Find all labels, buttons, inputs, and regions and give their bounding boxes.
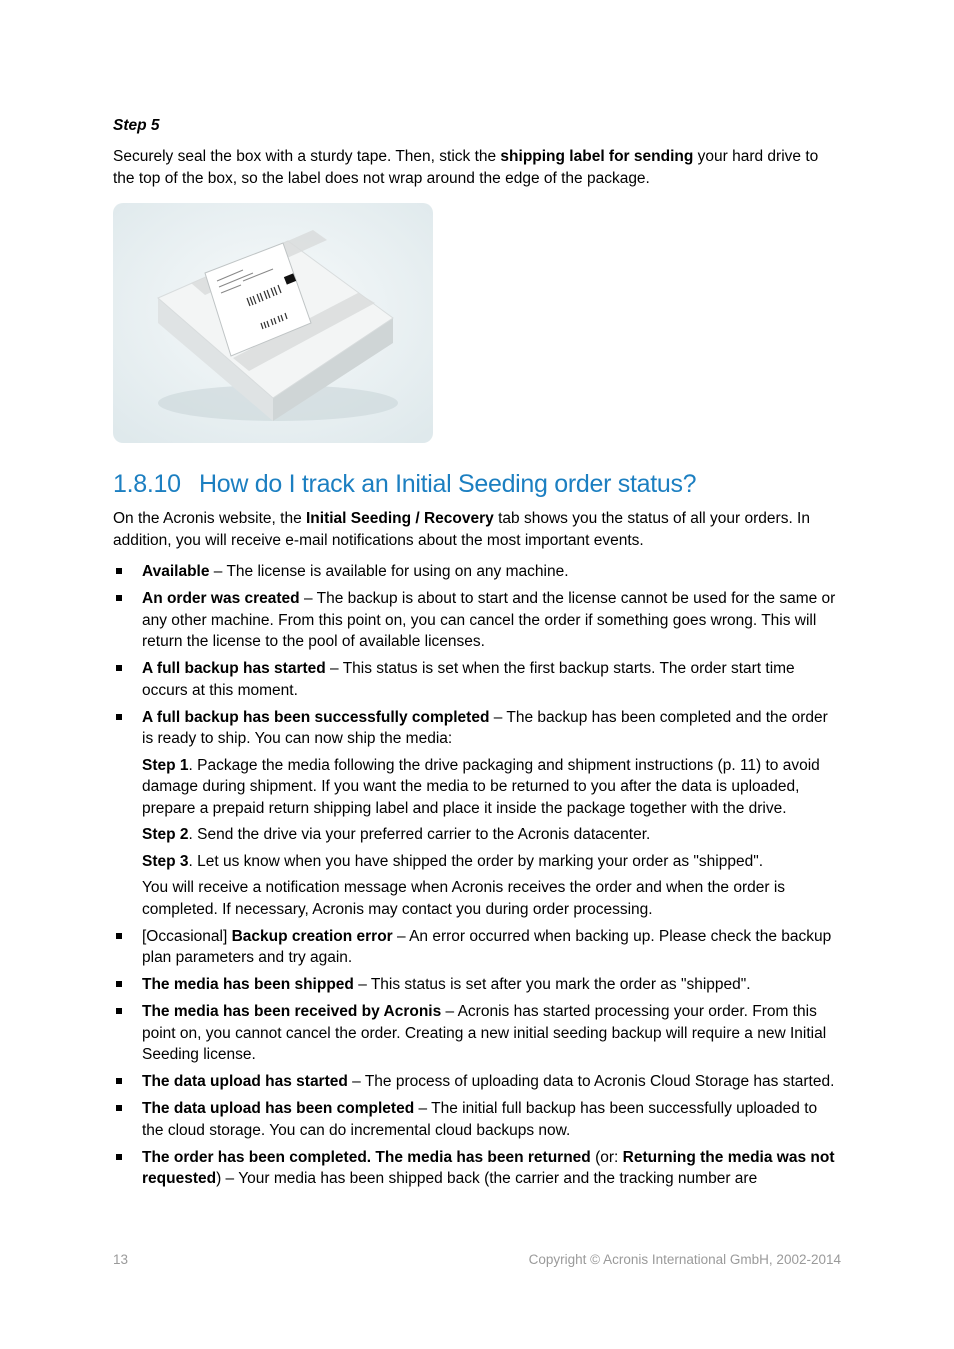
bullet-icon [116, 1008, 122, 1014]
text: your hard drive to the top of the box, so the label does not wrap around the edge of the package. [113, 148, 819, 187]
status-name: The data upload has started [142, 1073, 348, 1090]
bullet-icon [116, 595, 122, 601]
status-alt-name: Returning the media was not requested [142, 1148, 835, 1187]
list-item [113, 1098, 841, 1141]
bullet-icon [116, 933, 122, 939]
status-description: – The backup has been completed and the order is ready to ship. You can now ship the media: [142, 708, 828, 747]
status-name: A full backup has started [142, 660, 326, 677]
text: tab shows you the status of all your orders. In addition, you will receive e-mail notifications about the most important events. [113, 510, 810, 549]
section-number: 1.8.10 [113, 470, 181, 498]
substep-note [142, 877, 841, 920]
list-item [113, 1001, 841, 1066]
bullet-icon [116, 1154, 122, 1160]
status-description: – This status is set when the first backup starts. The order start time occurs at this moment. [142, 660, 795, 699]
status-description: – An error occurred when backing up. Please check the backup plan parameters and try again. [142, 927, 832, 966]
status-name: An order was created [142, 590, 300, 607]
copyright: Copyright © Acronis International GmbH, 2002-2014 [528, 1252, 841, 1267]
status-description: – This status is set after you mark the order as "shipped". [353, 976, 751, 993]
substep [142, 851, 841, 873]
text: Securely seal the box with a sturdy tape. Then, stick the [113, 148, 501, 165]
intro-paragraph [113, 508, 841, 551]
list-item [113, 588, 841, 653]
page-number: 13 [113, 1252, 129, 1267]
substep-text: . Package the media following the drive packaging and shipment instructions (p. 11) to avoid damage during shipment. If you want the media to be returned to you after the data is uploaded, prepare a prepaid return shipping label and place it inside the package together with the drive. [142, 756, 820, 817]
status-name: The media has been shipped [142, 976, 354, 993]
status-name: The order has been completed. The media has been returned [142, 1148, 591, 1166]
bullet-icon [116, 1078, 122, 1084]
status-prefix: [Occasional] [142, 927, 232, 945]
substep-text: . Let us know when you have shipped the order by marking your order as "shipped". [188, 852, 764, 870]
list-item [113, 974, 841, 996]
list-item [113, 561, 841, 583]
status-description: – The process of uploading data to Acronis Cloud Storage has started. [347, 1073, 835, 1090]
status-description: – The backup is about to start and the license cannot be used for the same or any other machine. From this point on, you can cancel the order if something goes wrong. This will return the license to the pool of available licenses. [142, 590, 836, 650]
status-name: Available [142, 563, 210, 580]
substep-text: You will receive a notification message when Acronis receives the order and when the order is completed. If necessary, Acronis may contact you during order processing. [142, 879, 786, 918]
status-description: – The initial full backup has been successfully uploaded to the cloud storage. You can do incremental cloud backups now. [142, 1100, 818, 1139]
step-5-title: Step 5 [113, 117, 160, 134]
list-item [113, 926, 841, 969]
status-name: Backup creation error [231, 927, 393, 945]
text: On the Acronis website, the [113, 510, 306, 527]
list-item [113, 1147, 841, 1190]
status-mid-text: (or: [590, 1148, 623, 1166]
status-name: A full backup has been successfully completed [142, 708, 490, 726]
bullet-icon [116, 981, 122, 987]
box-illustration [113, 203, 433, 443]
status-description: – Acronis has started processing your order. From this point on, you cannot cancel the order. Creating a new initial seeding backup will require a new Initial Seeding license. [142, 1003, 827, 1063]
substep-label: Step 3 [142, 852, 189, 870]
bullet-icon [116, 665, 122, 671]
list-item [113, 1071, 841, 1093]
list-item [113, 658, 841, 701]
bold-text: shipping label for sending [500, 148, 694, 165]
substep-label: Step 1 [142, 756, 189, 774]
bold-text: Initial Seeding / Recovery [306, 510, 494, 527]
substep-label: Step 2 [142, 826, 189, 843]
status-description: ) – Your media has been shipped back (the carrier and the tracking number are [216, 1170, 758, 1187]
section-title: How do I track an Initial Seeding order status? [199, 470, 697, 498]
list-item [113, 707, 841, 921]
status-list [113, 561, 841, 1195]
bullet-icon [116, 568, 122, 574]
sealed-box-photo [113, 203, 433, 443]
bullet-icon [116, 714, 122, 720]
status-name: The data upload has been completed [142, 1100, 415, 1117]
step-5-paragraph [113, 146, 841, 189]
bullet-icon [116, 1105, 122, 1111]
substep [142, 755, 841, 820]
status-description: – The license is available for using on any machine. [209, 563, 569, 580]
substep-text: . Send the drive via your preferred carrier to the Acronis datacenter. [188, 826, 651, 843]
status-name: The media has been received by Acronis [142, 1003, 442, 1020]
section-heading [113, 468, 841, 500]
substep [142, 824, 841, 846]
